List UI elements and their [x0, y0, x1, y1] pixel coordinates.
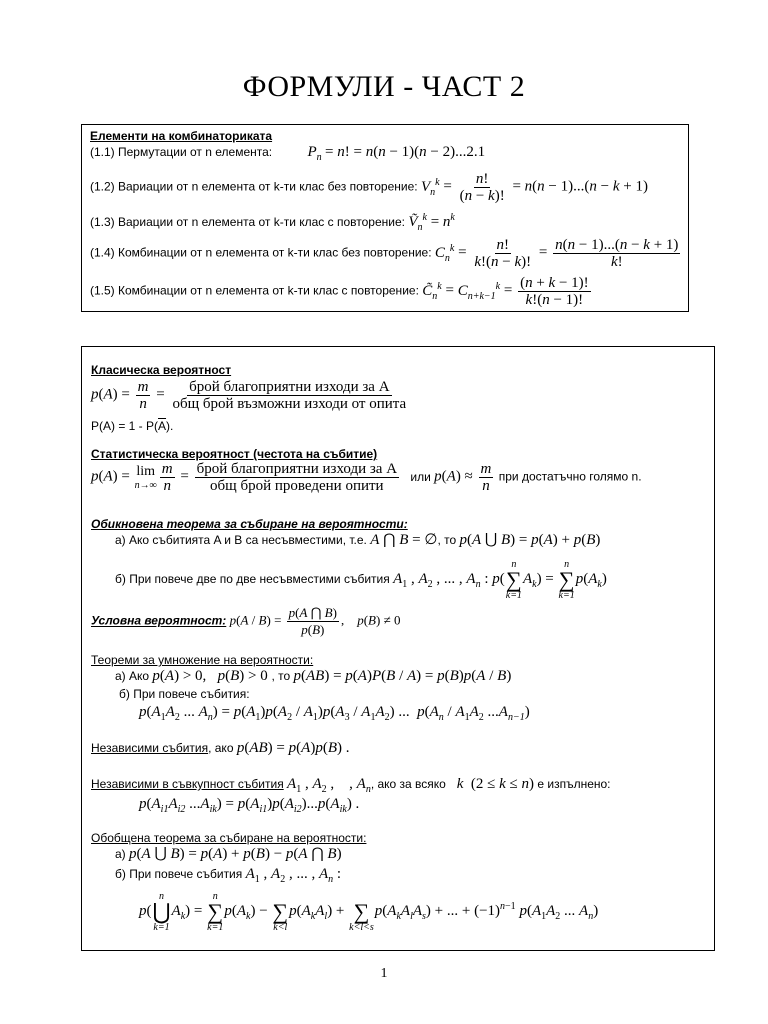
independent-events: Независими събития, ако p(AB) = p(A)p(B) . — [91, 740, 350, 756]
classic-heading: Класическа вероятност — [91, 363, 232, 377]
page-title: ФОРМУЛИ - ЧАСТ 2 — [242, 70, 526, 103]
combinatorics-heading: Елементи на комбинаториката — [90, 129, 273, 143]
statistical-formula: p(A) = lim n→∞ $\frac{m}{n}$ = брой благоприятни изходи за A общ брой проведени опити или p(A) ≈ $\frac{m}{n}$ при достатъчно голямо n. — [91, 461, 642, 494]
formula-1-5-label: (1.5) Комбинации от n елемента от k-ти клас с повторение: — [90, 283, 419, 298]
formula-1-3: (1.3) Вариации от n елемента от k-ти клас с повторение: Ṽ$_n^k$ = $n^k$ — [90, 212, 455, 233]
formula-1-5: (1.5) Комбинации от n елемента от k-ти клас с повторение: $C̃_n^k = C_{n+k-1}^k$ = $\frac{(n + k - 1)!}{k!(n - 1)!}$ — [90, 275, 589, 308]
sum-theorem-a: а) Ако събитията A и B са несъвместими, т.е. A ⋂ B = ∅, то p(A ⋃ B) = p(A) + p(B) — [115, 532, 601, 548]
classic-formula: p(A) = $\frac{m}{n}$ = брой благоприятни изходи за A общ брой възможни изходи от опита — [91, 379, 407, 412]
multiplication-b-formula: $p(A_1A_2$ ... $A_n) = p(A_1)p(A_2 / A_1)p(A_3 / A_1A_2)$ ... $p(A_n / A_1A_2$ $...A_{n-1}$) — [139, 704, 530, 723]
general-sum-b-formula: p( n ⋃ k=1 $A_k$) = n ∑ k=1 $p(A_k)$ − ∑ k<l $p(A_kA_l)$ + ∑ k<l<s $p(A_kA_lA_s)$ + ... + $(-1)^{n-1}$ $p(A_1A_2$ ... $A_n$) — [139, 891, 599, 933]
complement-formula: $P(A) = 1 - P(\overline{A})$. — [91, 419, 174, 433]
formula-1-2: (1.2) Вариации от n елемента от k-ти клас без повторение: $V_n^k$ = $\frac{n!}{(n - k)!}$ = n(n − 1)...(n − k + 1) — [90, 171, 648, 204]
probability-box — [81, 346, 715, 951]
conditional-probability: Условна вероятност: p(A / B) = $\frac{p(A ⋂ B)}{p(B)}$ , p(B) ≠ 0 — [91, 605, 401, 637]
independent-total-formula: $p(A_{i1}A_{i2}$ $...A_{ik}) = p(A_{i1})p(A_{i2})...p(A_{ik})$ . — [139, 796, 360, 815]
formula-1-1-label: (1.1) Пермутации от n елемента: — [90, 145, 273, 159]
formula-1-3-label: (1.3) Вариации от n елемента от k-ти клас с повторение: — [90, 215, 405, 229]
multiplication-a: а) Ако p(A) > 0, p(B) > 0 , то p(AB) = p(A)P(B / A) = p(B)p(A / B) — [115, 668, 512, 684]
combinatorics-box — [81, 124, 689, 312]
conditional-heading: Условна вероятност: — [91, 613, 227, 628]
independent-heading: Независими събития — [91, 741, 209, 755]
favorable-outcomes: брой благоприятни изходи за A — [189, 379, 390, 395]
statistical-heading: Статистическа вероятност (честота на събитие) — [91, 447, 378, 461]
multiplication-heading: Теореми за умножение на вероятности: — [91, 653, 314, 667]
general-sum-heading: Обобщена теорема за събиране на вероятности: — [91, 831, 367, 845]
general-sum-a: а) p(A ⋃ B) = p(A) + p(B) − p(A ⋂ B) — [115, 846, 342, 862]
general-sum-b: б) При повече събития $A_1$ , $A_2$ , ... , $A_n$ : — [115, 866, 342, 885]
independent-total-heading: Независими в съвкупност събития — [91, 777, 284, 791]
classic-fraction — [170, 379, 408, 412]
independent-total: Независими в съвкупност събития $A_1$ , $A_2$ , , $A_n$, ако за всяко k (2 ≤ k ≤ n) е изпълнено: — [91, 776, 611, 795]
formula-1-4: (1.4) Комбинации от n елемента от k-ти клас без повторение: $C_n^k$ = $\frac{n!}{k!(n - k)!}$ = $\frac{n(n - 1)...(n - k + 1)}{k!}$ — [90, 237, 679, 270]
formula-1-1: (1.1) Пермутации от n елемента: $P_n = n$! = n(n − 1)(n − 2)...2.1 — [90, 144, 486, 163]
sum-theorem-heading: Обикновена теорема за събиране на вероятности: — [91, 517, 408, 531]
possible-outcomes: общ брой възможни изходи от опита — [172, 396, 407, 412]
sum-theorem-b: б) При повече две по две несъвместими събития $A_1$ , $A_2$ , ... , $A_n$ : p( n ∑ k=1 $A_k$) = n ∑ k=1 $p(A_k)$ — [115, 559, 607, 601]
performed-trials: общ брой проведени опити — [210, 478, 384, 494]
page-number: 1 — [380, 966, 388, 981]
formula-1-4-label: (1.4) Комбинации от n елемента от k-ти клас без повторение: — [90, 245, 432, 260]
formula-1-2-label: (1.2) Вариации от n елемента от k-ти клас без повторение: — [90, 179, 418, 194]
multiplication-b: б) При повече събития: — [119, 687, 250, 701]
